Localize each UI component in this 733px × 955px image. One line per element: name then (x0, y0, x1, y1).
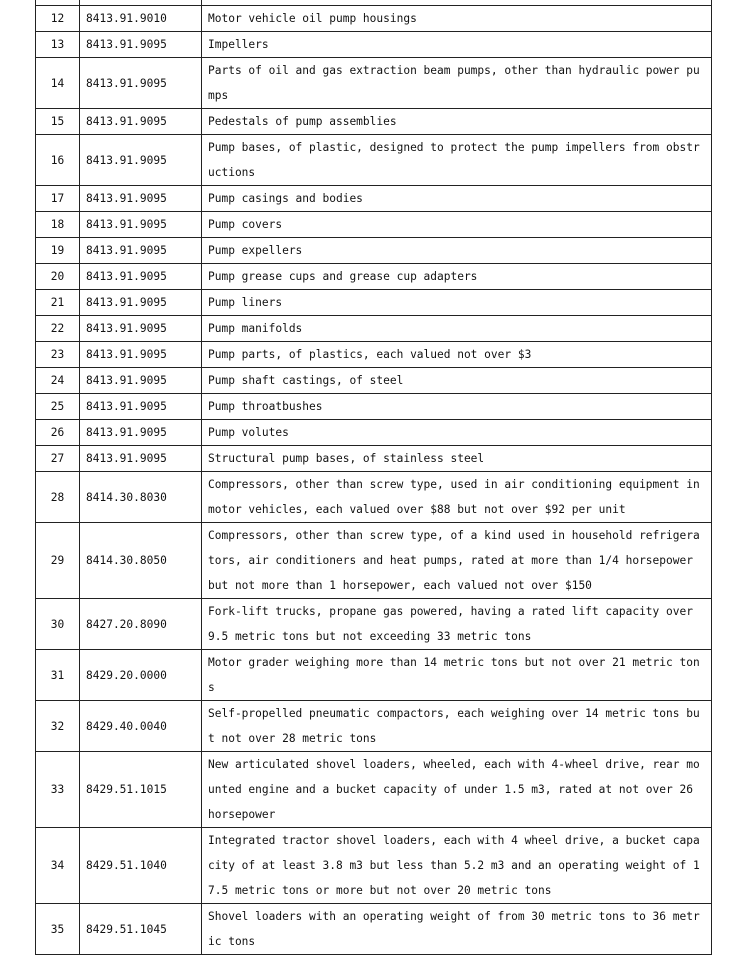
table-row (36, 523, 712, 599)
row-number-cell: 21 (36, 290, 80, 316)
table-row (36, 752, 712, 828)
description-cell: Pump bases, of plastic, designed to protect the pump impellers from obstructions (202, 135, 712, 186)
description-cell: Structural pump bases, of stainless steel (202, 446, 712, 472)
table-row (36, 186, 712, 212)
description-cell: Pump grease cups and grease cup adapters (202, 264, 712, 290)
hts-code-cell: 8413.91.9095 (80, 238, 202, 264)
hts-code-cell: 8413.91.9095 (80, 316, 202, 342)
description-cell: Pump covers (202, 212, 712, 238)
row-number-cell: 17 (36, 186, 80, 212)
row-number-cell: 14 (36, 58, 80, 109)
row-number-cell: 20 (36, 264, 80, 290)
row-number-cell: 33 (36, 752, 80, 828)
table-row (36, 264, 712, 290)
row-number-cell: 31 (36, 650, 80, 701)
table-row (36, 446, 712, 472)
description-cell: New articulated shovel loaders, wheeled, each with 4-wheel drive, rear mounted engine and a bucket capacity of under 1.5 m3, rated at not over 26 horsepower (202, 752, 712, 828)
row-number-cell: 12 (36, 6, 80, 32)
hts-code-cell: 8413.91.9095 (80, 212, 202, 238)
description-cell: Pedestals of pump assemblies (202, 109, 712, 135)
hts-code-cell: 8413.91.9095 (80, 446, 202, 472)
table-row (36, 420, 712, 446)
row-number-cell: 16 (36, 135, 80, 186)
hts-code-cell: 8429.20.0000 (80, 650, 202, 701)
description-cell: Impellers (202, 32, 712, 58)
table-row (36, 290, 712, 316)
table-row (36, 135, 712, 186)
hts-code-cell: 8413.91.9095 (80, 394, 202, 420)
description-cell: Pump expellers (202, 238, 712, 264)
description-cell: Self-propelled pneumatic compactors, each weighing over 14 metric tons but not over 28 metric tons (202, 701, 712, 752)
row-number-cell: 30 (36, 599, 80, 650)
description-cell: Pump parts, of plastics, each valued not over $3 (202, 342, 712, 368)
row-number-cell: 27 (36, 446, 80, 472)
description-cell: Motor vehicle oil pump housings (202, 6, 712, 32)
description-cell: Pump manifolds (202, 316, 712, 342)
table-row (36, 472, 712, 523)
hts-code-cell: 8413.91.9095 (80, 290, 202, 316)
row-number-cell: 22 (36, 316, 80, 342)
hts-code-cell: 8413.91.9095 (80, 342, 202, 368)
description-cell: Compressors, other than screw type, of a kind used in household refrigerators, air conditioners and heat pumps, rated at more than 1/4 horsepower but not more than 1 horsepower, each valued not over $150 (202, 523, 712, 599)
row-number-cell: 19 (36, 238, 80, 264)
hts-code-cell: 8429.40.0040 (80, 701, 202, 752)
row-number-cell: 25 (36, 394, 80, 420)
table-row (36, 701, 712, 752)
table-row (36, 828, 712, 904)
hts-code-cell: 8413.91.9095 (80, 58, 202, 109)
table-row (36, 316, 712, 342)
tariff-table (35, 0, 712, 955)
row-number-cell: 15 (36, 109, 80, 135)
table-row (36, 32, 712, 58)
hts-code-cell: 8429.51.1040 (80, 828, 202, 904)
description-cell: Pump throatbushes (202, 394, 712, 420)
description-cell: Compressors, other than screw type, used in air conditioning equipment in motor vehicles, each valued over $88 but not over $92 per unit (202, 472, 712, 523)
table-row (36, 904, 712, 955)
hts-code-cell: 8413.91.9095 (80, 32, 202, 58)
table-row (36, 599, 712, 650)
row-number-cell: 26 (36, 420, 80, 446)
table-row (36, 109, 712, 135)
row-number-cell: 29 (36, 523, 80, 599)
description-cell: Motor grader weighing more than 14 metric tons but not over 21 metric tons (202, 650, 712, 701)
hts-code-cell: 8413.91.9095 (80, 264, 202, 290)
hts-code-cell: 8413.91.9010 (80, 6, 202, 32)
table-row (36, 58, 712, 109)
row-number-cell: 18 (36, 212, 80, 238)
row-number-cell: 24 (36, 368, 80, 394)
row-number-cell: 35 (36, 904, 80, 955)
description-cell: Fork-lift trucks, propane gas powered, having a rated lift capacity over 9.5 metric tons but not exceeding 33 metric tons (202, 599, 712, 650)
row-number-cell: 28 (36, 472, 80, 523)
table-row (36, 368, 712, 394)
table-body (36, 0, 712, 955)
hts-code-cell: 8413.91.9095 (80, 368, 202, 394)
hts-code-cell: 8413.91.9095 (80, 109, 202, 135)
row-number-cell: 23 (36, 342, 80, 368)
hts-code-cell: 8429.51.1015 (80, 752, 202, 828)
description-cell: Pump casings and bodies (202, 186, 712, 212)
description-cell: Pump shaft castings, of steel (202, 368, 712, 394)
row-number-cell: 32 (36, 701, 80, 752)
row-number-cell: 13 (36, 32, 80, 58)
table-row (36, 238, 712, 264)
hts-code-cell: 8414.30.8030 (80, 472, 202, 523)
hts-code-cell: 8413.91.9095 (80, 420, 202, 446)
hts-code-cell: 8429.51.1045 (80, 904, 202, 955)
table-row (36, 650, 712, 701)
hts-code-cell: 8427.20.8090 (80, 599, 202, 650)
description-cell: Shovel loaders with an operating weight of from 30 metric tons to 36 metric tons (202, 904, 712, 955)
table-row (36, 342, 712, 368)
row-number-cell: 34 (36, 828, 80, 904)
table-row (36, 394, 712, 420)
hts-code-cell: 8413.91.9095 (80, 135, 202, 186)
description-cell: Pump volutes (202, 420, 712, 446)
hts-code-cell: 8414.30.8050 (80, 523, 202, 599)
description-cell: Pump liners (202, 290, 712, 316)
table-row (36, 6, 712, 32)
hts-code-cell: 8413.91.9095 (80, 186, 202, 212)
table-row (36, 212, 712, 238)
description-cell: Integrated tractor shovel loaders, each with 4 wheel drive, a bucket capacity of at least 3.8 m3 but less than 5.2 m3 and an operating weight of 17.5 metric tons or more but not over 20 metric tons (202, 828, 712, 904)
description-cell: Parts of oil and gas extraction beam pumps, other than hydraulic power pumps (202, 58, 712, 109)
